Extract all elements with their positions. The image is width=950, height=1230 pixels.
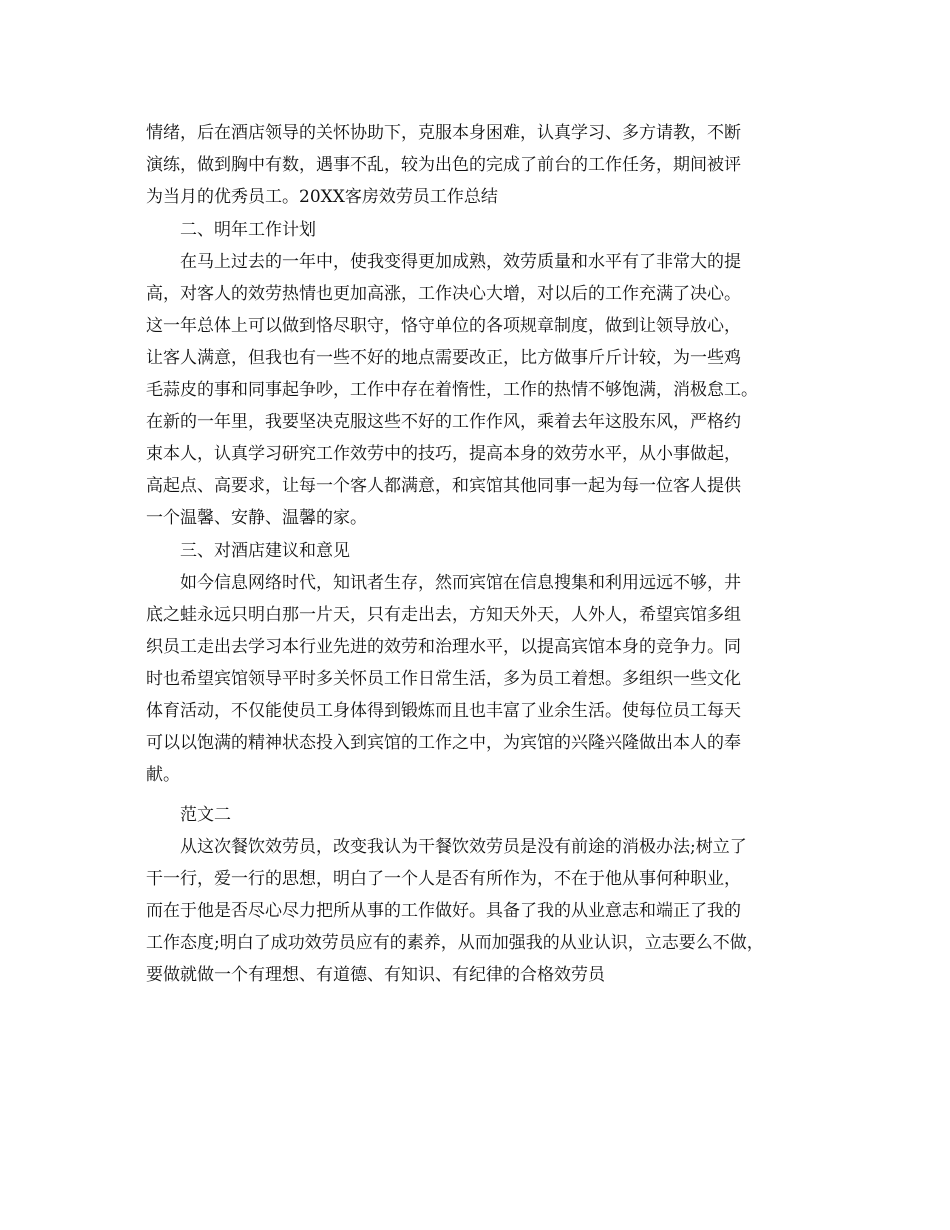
paragraph-line: 高起点、高要求，让每一个客人都满意，和宾馆其他同事一起为每一位客人提供 bbox=[146, 476, 741, 496]
suggestions-paragraph bbox=[146, 567, 826, 791]
paragraph-line: 一个温馨、安静、温馨的家。 bbox=[146, 508, 367, 528]
section-heading-work-plan: 二、明年工作计划 bbox=[180, 220, 316, 240]
intro-paragraph bbox=[146, 117, 826, 213]
paragraph-line: 时也希望宾馆领导平时多关怀员工作日常生活，多为员工着想。多组织一些文化 bbox=[146, 669, 741, 689]
spacer bbox=[146, 791, 826, 798]
paragraph-line: 体育活动，不仅能使员工身体得到锻炼而且也丰富了业余生活。使每位员工每天 bbox=[146, 701, 741, 721]
section-heading-example-two: 范文二 bbox=[180, 805, 231, 825]
paragraph-line: 这一年总体上可以做到恪尽职守，恪守单位的各项规章制度，做到让领导放心， bbox=[146, 316, 741, 336]
paragraph-line: 而在于他是否尽心尽力把所从事的工作做好。具备了我的从业意志和端正了我的 bbox=[146, 901, 741, 921]
paragraph-line: 在马上过去的一年中，使我变得更加成熟，效劳质量和水平有了非常大的提 bbox=[180, 252, 741, 272]
paragraph-line: 演练，做到胸中有数，遇事不乱，较为出色的完成了前台的工作任务，期间被评 bbox=[146, 155, 741, 175]
work-plan-paragraph bbox=[146, 246, 826, 534]
paragraph-line: 毛蒜皮的事和同事起争吵，工作中存在着惰性，工作的热情不够饱满，消极怠工。 bbox=[146, 380, 758, 400]
paragraph-line: 工作态度;明白了成功效劳员应有的素养，从而加强我的从业认识，立志要么不做， bbox=[146, 933, 764, 953]
paragraph-line: 可以以饱满的精神状态投入到宾馆的工作之中，为宾馆的兴隆兴隆做出本人的奉 bbox=[146, 733, 741, 753]
paragraph-line: 情绪，后在酒店领导的关怀协助下，克服本身困难，认真学习、多方请教，不断 bbox=[146, 123, 741, 143]
paragraph-line: 底之蛙永远只明白那一片天，只有走出去，方知天外天，人外人，希望宾馆多组 bbox=[146, 605, 741, 625]
paragraph-line: 织员工走出去学习本行业先进的效劳和治理水平，以提高宾馆本身的竞争力。同 bbox=[146, 637, 741, 657]
example-two-paragraph bbox=[146, 831, 826, 991]
paragraph-line: 在新的一年里，我要坚决克服这些不好的工作作风，乘着去年这股东风，严格约 bbox=[146, 412, 741, 432]
paragraph-line: 从这次餐饮效劳员，改变我认为干餐饮效劳员是没有前途的消极办法;树立了 bbox=[180, 837, 747, 857]
paragraph-line: 献。 bbox=[146, 765, 180, 785]
paragraph-line: 要做就做一个有理想、有道德、有知识、有纪律的合格效劳员 bbox=[146, 965, 605, 985]
paragraph-line: 如今信息网络时代，知讯者生存，然而宾馆在信息搜集和利用远远不够，井 bbox=[180, 573, 741, 593]
paragraph-line: 让客人满意，但我也有一些不好的地点需要改正，比方做事斤斤计较，为一些鸡 bbox=[146, 348, 741, 368]
paragraph-line: 高，对客人的效劳热情也更加高涨，工作决心大增，对以后的工作充满了决心。 bbox=[146, 284, 741, 304]
paragraph-line: 干一行，爱一行的思想，明白了一个人是否有所作为，不在于他从事何种职业， bbox=[146, 869, 741, 889]
paragraph-line: 束本人，认真学习研究工作效劳中的技巧，提高本身的效劳水平，从小事做起， bbox=[146, 444, 741, 464]
document-body bbox=[146, 117, 826, 991]
paragraph-line: 为当月的优秀员工。20XX客房效劳员工作总结 bbox=[146, 187, 498, 207]
section-heading-suggestions: 三、对酒店建议和意见 bbox=[180, 541, 350, 561]
